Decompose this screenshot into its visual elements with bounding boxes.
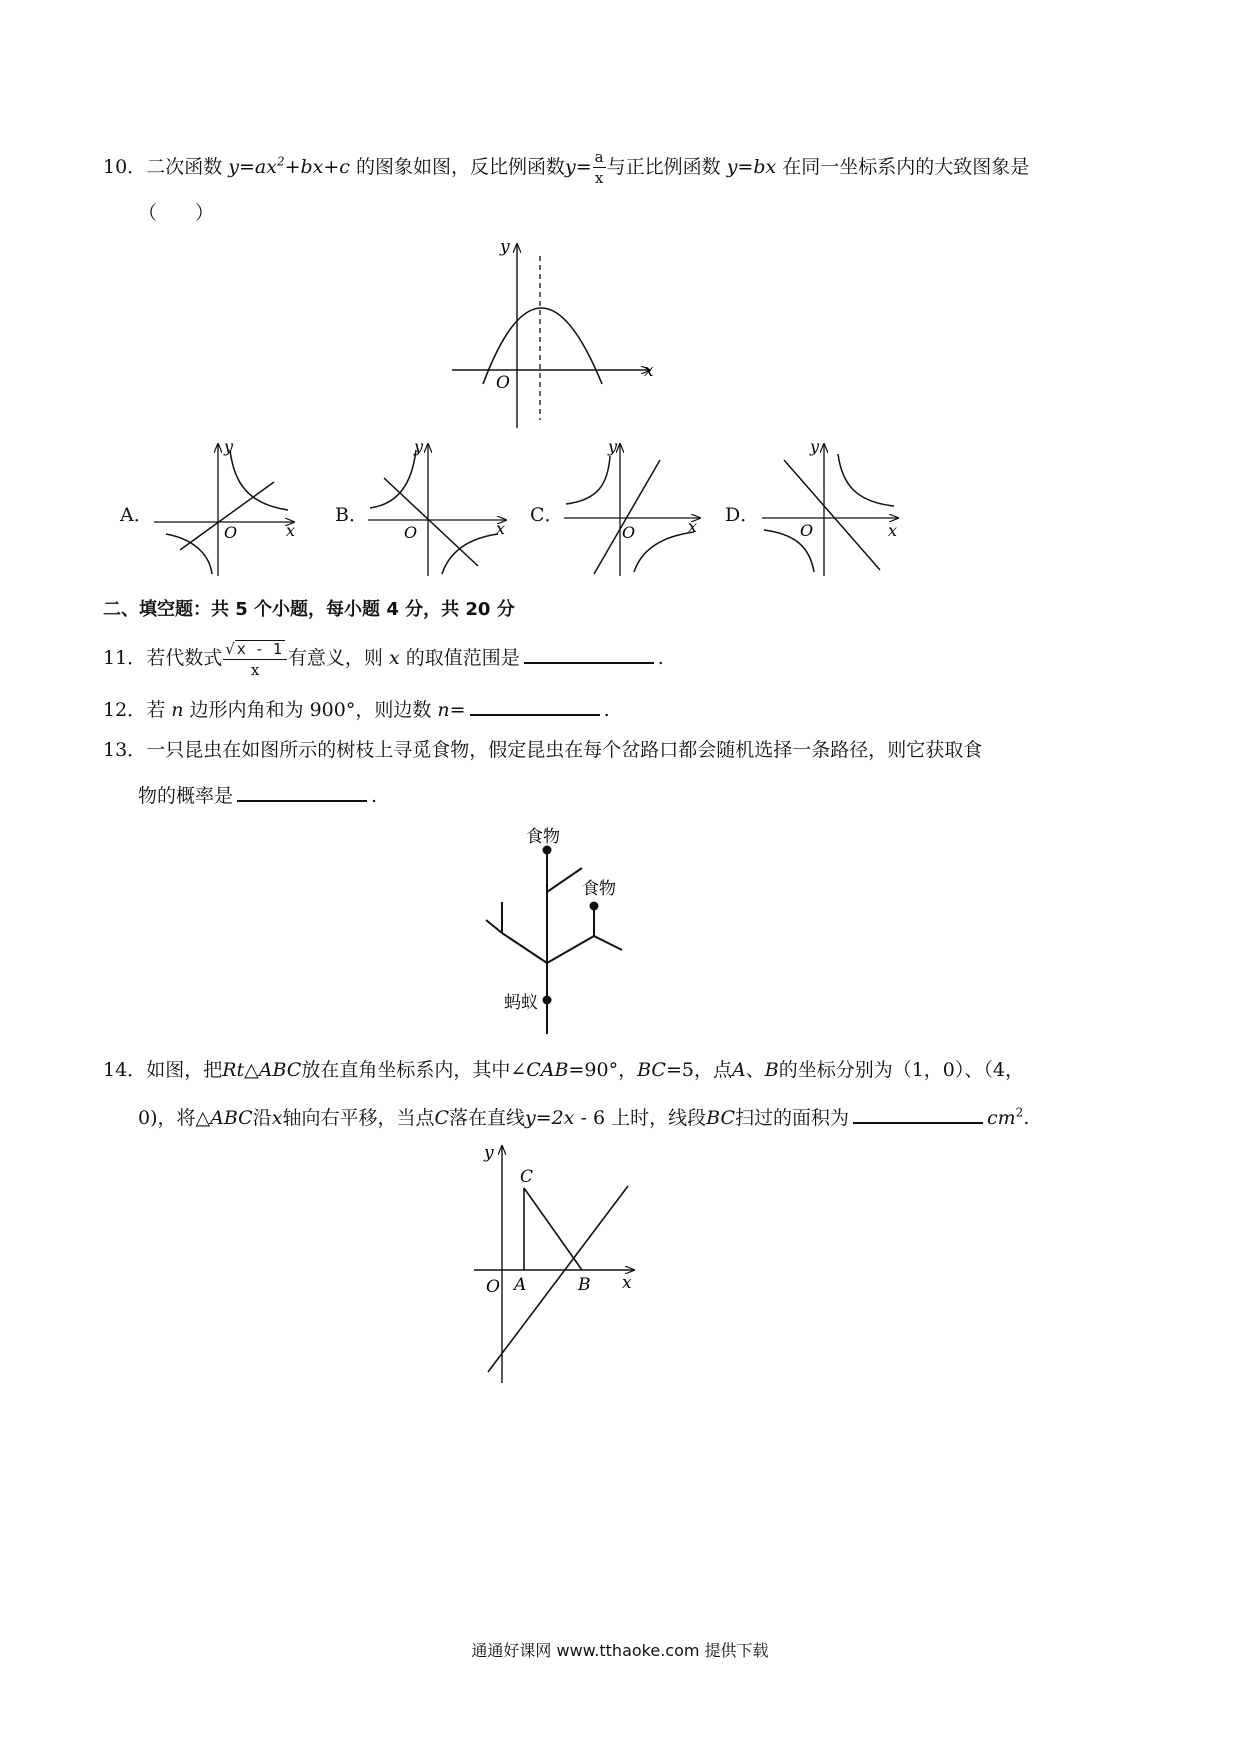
q11-text-2: 有意义，则 xyxy=(287,647,383,669)
q14-line1: 14．如图，把Rt△ABC放在直角坐标系内，其中∠CAB=90°，BC=5，点A、B的坐标分别为（1，0）、（4， xyxy=(103,1059,1024,1081)
direct-line xyxy=(594,460,660,574)
svg-text:x: x xyxy=(888,521,898,540)
x-axis-label: x xyxy=(644,361,654,381)
option-a-label[interactable]: A． xyxy=(120,504,153,526)
q11-var: x xyxy=(388,647,400,669)
q10-formula-quadratic: $y=ax^2+bx+c$ xyxy=(228,154,350,178)
q14-number: 14． xyxy=(103,1059,147,1081)
svg-text:O: O xyxy=(622,523,636,542)
hyperbola-branch-q1 xyxy=(230,450,288,510)
y-axis-label: y xyxy=(484,1143,494,1163)
x-axis-label: x xyxy=(622,1273,632,1293)
option-b-label[interactable]: B． xyxy=(335,504,368,526)
q10-text-2: 的图象如图，反比例函数 xyxy=(356,156,566,178)
svg-text:O: O xyxy=(404,523,418,542)
q12-number: 12． xyxy=(103,699,147,721)
q13-tree-diagram xyxy=(480,822,630,1036)
q10-main-graph xyxy=(450,238,660,430)
food-dot-right xyxy=(590,902,599,911)
q11-fraction: $\frac{√ x - 1}{x}$ xyxy=(223,640,287,678)
point-b-label: B xyxy=(578,1275,591,1295)
q12-answer-blank[interactable] xyxy=(470,696,600,716)
hyperbola-branch-q2 xyxy=(566,456,610,504)
q13-line1: 13．一只昆虫在如图所示的树枝上寻觅食物，假定昆虫在每个岔路口都会随机选择一条路径，则它获取食 xyxy=(103,739,983,761)
y-axis-label: y xyxy=(500,238,510,257)
hyperbola-branch-q3 xyxy=(166,534,212,574)
ant-label: 蚂蚁 xyxy=(504,993,538,1013)
q11-text-1: 若代数式 xyxy=(146,647,223,669)
hyperbola-branch-q4 xyxy=(634,532,694,572)
q10-formula-direct: y=bx xyxy=(726,156,777,178)
branch-upper-right xyxy=(547,868,582,892)
option-a-graph[interactable] xyxy=(152,438,302,578)
section-2-title: 二、填空题：共 5 个小题，每小题 4 分，共 20 分 xyxy=(103,599,515,620)
q10-fraction: $\frac{a}{x}$ xyxy=(594,148,604,187)
option-d-graph[interactable] xyxy=(758,438,908,578)
svg-text:x: x xyxy=(496,519,506,538)
svg-text:y: y xyxy=(224,438,234,456)
option-d-label[interactable]: D． xyxy=(725,504,760,526)
option-c-graph[interactable] xyxy=(560,438,710,578)
q12-line: 12．若 n 边形内角和为 900°，则边数 n= . xyxy=(103,696,610,722)
direct-line xyxy=(784,460,880,570)
ant-dot xyxy=(543,996,552,1005)
q11-text-3: 的取值范围是 xyxy=(405,647,520,669)
q10-formula-inverse: y= xyxy=(565,156,592,178)
point-c-label: C xyxy=(520,1167,534,1187)
point-a-label: A xyxy=(514,1275,527,1295)
direct-line xyxy=(384,478,478,566)
q10-line1 xyxy=(103,150,1029,186)
svg-text:O: O xyxy=(800,521,814,540)
svg-text:y: y xyxy=(608,438,618,456)
food-label-right: 食物 xyxy=(582,879,616,899)
food-label-top: 食物 xyxy=(526,827,560,847)
q11-line: 11．若代数式 $\frac{√ x - 1}{x}$ 有意义，则 x 的取值范围是 . xyxy=(103,640,664,679)
svg-text:y: y xyxy=(414,438,424,456)
line-y-2x-6 xyxy=(488,1186,628,1372)
q10-answer-paren: （ ） xyxy=(138,202,215,224)
q11-answer-blank[interactable] xyxy=(524,644,654,664)
page-footer: 通通好课网 www.tthaoke.com 提供下载 xyxy=(471,1641,769,1660)
svg-text:x: x xyxy=(286,521,296,540)
q14-line2: 0)，将△ABC沿x轴向右平移，当点C落在直线y=2x - 6 上时，线段BC扫过的面积为 $cm^2$. xyxy=(138,1105,1030,1129)
option-b-graph[interactable] xyxy=(366,438,516,578)
q13-answer-blank[interactable] xyxy=(237,782,367,802)
q11-number: 11． xyxy=(103,647,147,669)
svg-text:y: y xyxy=(810,438,820,456)
q13-line2: 物的概率是 . xyxy=(138,782,377,808)
svg-text:O: O xyxy=(224,523,238,542)
q14-graph xyxy=(470,1140,645,1385)
origin-label: O xyxy=(496,373,510,393)
q14-answer-blank[interactable] xyxy=(853,1104,983,1124)
origin-label: O xyxy=(486,1277,500,1297)
q10-text-1: 二次函数 xyxy=(146,156,223,178)
q10-number: 10． xyxy=(103,156,147,178)
branch-right xyxy=(547,936,594,963)
q10-text-4: 在同一坐标系内的大致图象是 xyxy=(782,156,1030,178)
option-c-label[interactable]: C． xyxy=(530,504,564,526)
twig-right-out xyxy=(594,936,622,950)
hyperbola-branch-q1 xyxy=(838,454,894,506)
svg-text:x: x xyxy=(688,517,698,536)
q10-text-3: 与正比例函数 xyxy=(606,156,721,178)
hyperbola-branch-q2 xyxy=(370,450,416,508)
twig-left-outer xyxy=(486,920,502,933)
branch-left xyxy=(502,933,547,963)
q13-number: 13． xyxy=(103,739,147,761)
